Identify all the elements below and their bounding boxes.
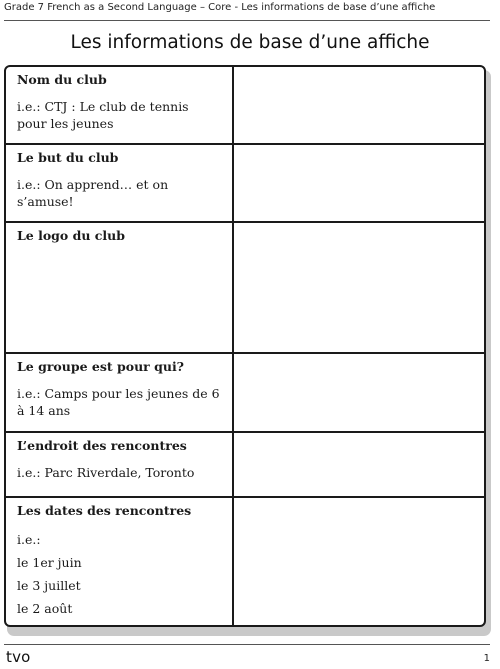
document-header: Grade 7 French as a Second Language – Core - Les informations de base d’une affiche [4,2,436,13]
table-row-dates [6,496,484,627]
info-table [4,65,486,627]
header-divider [4,20,490,21]
table-row-club-name [6,67,484,143]
date-item: le 3 juillet [17,578,81,593]
table-row-location [6,431,484,496]
date-item: le 2 août [17,601,73,616]
label-cell [6,145,232,221]
answer-cell-club-logo[interactable] [234,223,484,352]
tvo-logo: tvo [6,648,31,666]
label-cell [6,223,232,352]
page-title: Les informations de base d’une affiche [70,32,430,53]
label-cell [6,498,232,627]
label-cell [6,354,232,431]
row-example: i.e.: Camps pour les jeunes de 6 à 14 ans [17,386,220,418]
row-example: i.e.: [17,532,41,547]
page-number: 1 [483,653,490,664]
row-label: Le but du club [17,150,119,165]
answer-cell-club-goal[interactable] [234,145,484,221]
row-label: Les dates des rencontres [17,503,192,518]
label-cell [6,67,232,143]
row-label: L’endroit des rencontres [17,438,187,453]
row-example: i.e.: On apprend… et on s’amuse! [17,177,169,209]
footer-divider [4,644,490,645]
table-row-audience [6,352,484,431]
row-label: Le groupe est pour qui? [17,359,185,374]
answer-cell-dates[interactable] [234,498,484,627]
row-label: Nom du club [17,72,107,87]
row-example: i.e.: CTJ : Le club de tennis pour les jeunes [17,99,189,131]
answer-cell-audience[interactable] [234,354,484,431]
answer-cell-location[interactable] [234,433,484,496]
table-row-club-logo [6,221,484,352]
label-cell [6,433,232,496]
row-label: Le logo du club [17,228,125,243]
row-example: i.e.: Parc Riverdale, Toronto [17,465,195,480]
answer-cell-club-name[interactable] [234,67,484,143]
table-row-club-goal [6,143,484,221]
date-item: le 1er juin [17,555,82,570]
